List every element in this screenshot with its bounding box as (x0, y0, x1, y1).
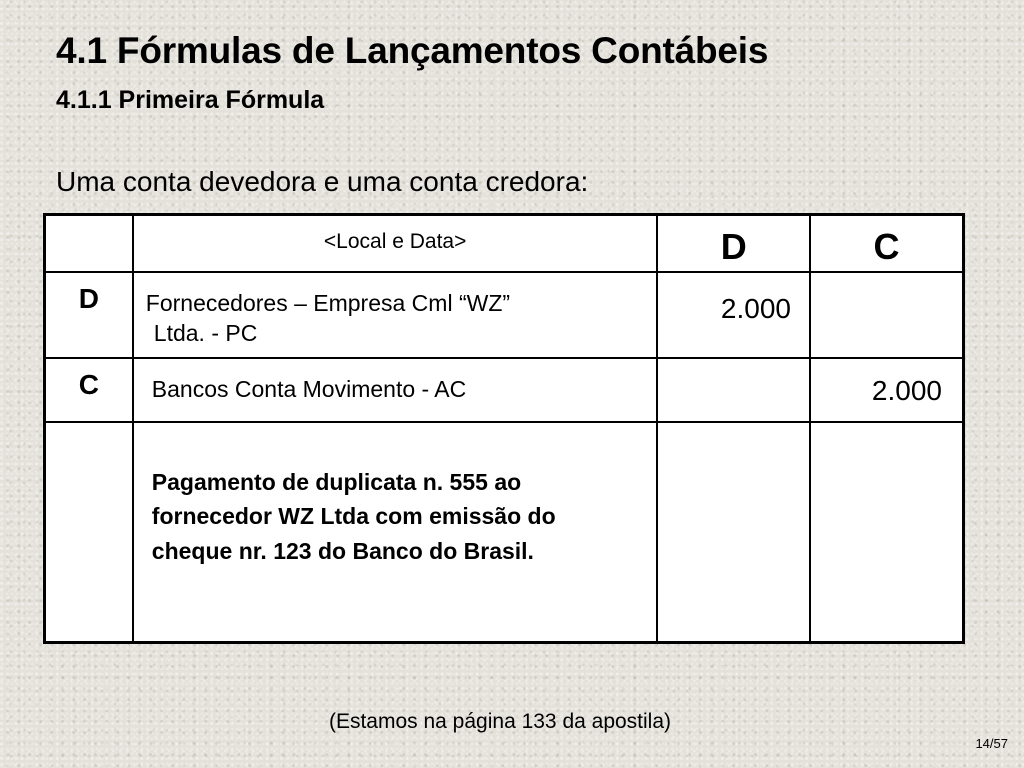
slide-title: 4.1 Fórmulas de Lançamentos Contábeis (56, 30, 769, 71)
debit-column-header: D (657, 215, 809, 272)
debit-account-line1: Fornecedores – Empresa Cml “WZ” (145, 289, 511, 316)
slide-subtitle: 4.1.1 Primeira Fórmula (56, 86, 325, 114)
table-row-credit (45, 358, 964, 421)
local-date-header: <Local e Data> (133, 215, 658, 272)
intro-text: Uma conta devedora e uma conta credora: (56, 166, 589, 197)
credit-marker: C (45, 358, 133, 421)
debit-account-line2: Ltda. - PC (153, 319, 258, 346)
empty-history-debit-cell (657, 422, 809, 643)
table-row-history (45, 422, 964, 643)
page-number: 14/57 (975, 736, 1008, 751)
ledger-entry-table (43, 213, 965, 644)
debit-row-credit-cell (810, 272, 964, 359)
empty-history-credit-cell (810, 422, 964, 643)
debit-account-cell (133, 272, 658, 359)
table-header-row (45, 215, 964, 272)
credit-column-header: C (810, 215, 964, 272)
table-row-debit (45, 272, 964, 359)
empty-header-cell (45, 215, 133, 272)
footer-note: (Estamos na página 133 da apostila) (328, 710, 672, 733)
debit-amount: 2.000 (657, 272, 809, 359)
history-description: Pagamento de duplicata n. 555 ao fornecedor WZ Ltda com emissão do cheque nr. 123 do Banco do Brasil. (133, 422, 658, 643)
credit-account-cell: Bancos Conta Movimento - AC (133, 358, 658, 421)
credit-amount: 2.000 (810, 358, 964, 421)
debit-marker: D (45, 272, 133, 359)
empty-history-marker-cell (45, 422, 133, 643)
credit-row-debit-cell (657, 358, 809, 421)
